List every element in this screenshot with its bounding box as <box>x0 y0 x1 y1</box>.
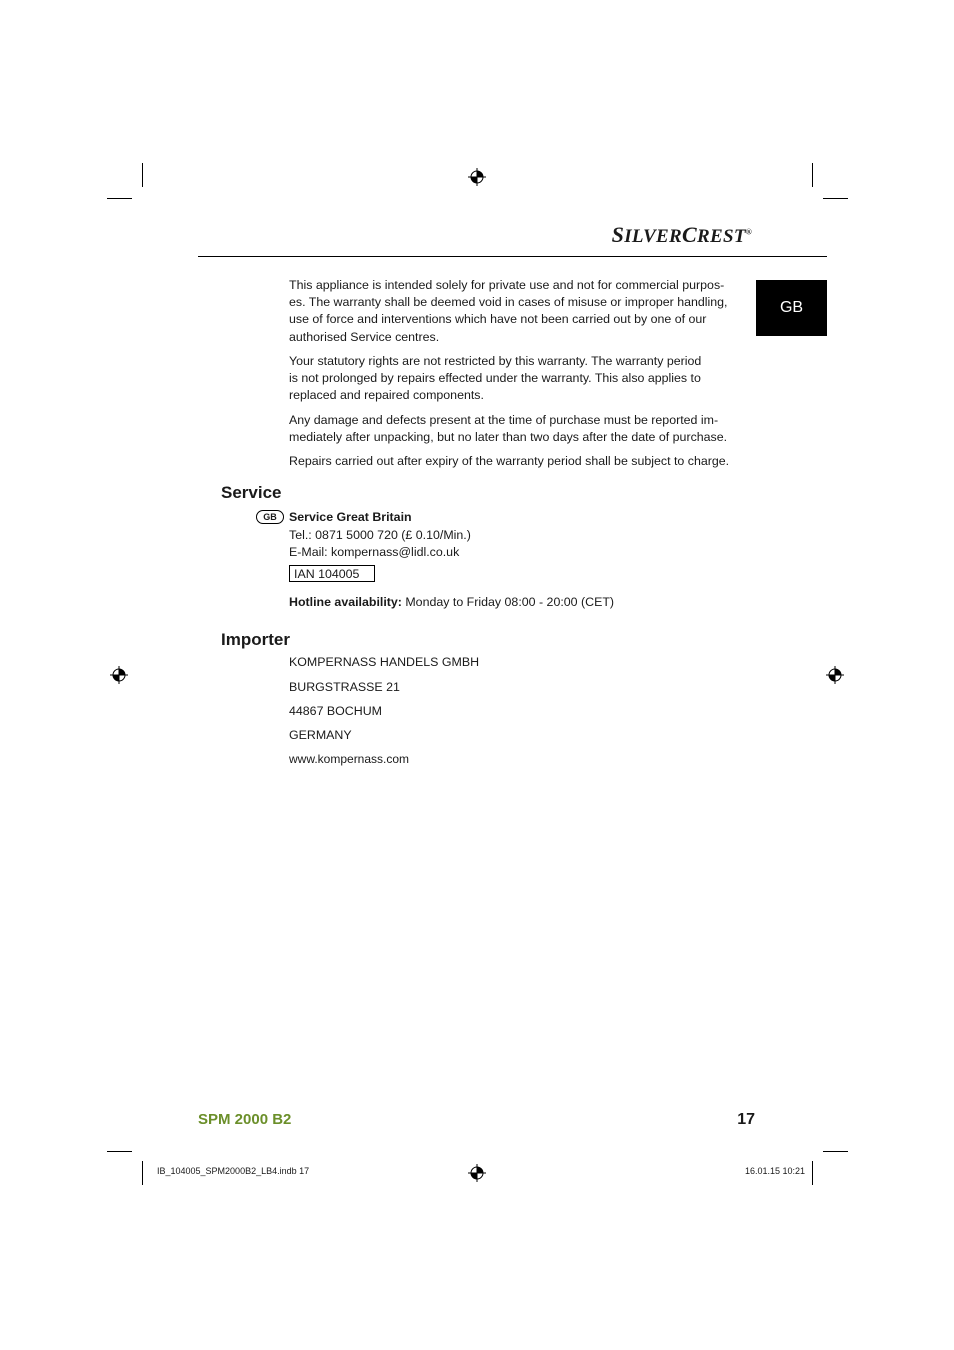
crop-mark <box>812 163 813 187</box>
country-badge: GB <box>256 510 284 524</box>
crop-mark <box>812 1161 813 1185</box>
registration-mark-icon <box>110 666 128 684</box>
warranty-paragraph: Your statutory rights are not restricted by this warranty. The warranty period is not prolonged by repairs effected under the warranty. This also applies to replaced and repaired components. <box>289 354 702 403</box>
crop-mark <box>142 163 143 187</box>
ian-box: IAN 104005 <box>289 565 375 582</box>
importer-website: www.kompernass.com <box>289 752 410 766</box>
warranty-paragraph: This appliance is intended solely for private use and not for commercial purpos- es. The warranty shall be deemed void in cases of misuse or improper handling, use of force and interventions which have not been carried out by one of our authorised Service centres. <box>289 278 728 344</box>
language-tab: GB <box>756 280 827 336</box>
print-slug-right: 16.01.15 10:21 <box>744 1166 805 1176</box>
crop-mark <box>107 1151 132 1152</box>
registration-mark-icon <box>468 1164 486 1182</box>
importer-city: 44867 BOCHUM <box>289 704 382 718</box>
model-number: SPM 2000 B2 <box>198 1111 292 1128</box>
importer-street: BURGSTRASSE 21 <box>289 680 400 694</box>
warranty-paragraph: Repairs carried out after expiry of the warranty period shall be subject to charge. <box>289 454 730 468</box>
hotline-availability <box>289 595 614 609</box>
brand-logo: SILVERCREST® <box>611 222 752 247</box>
service-name: Service Great Britain <box>289 510 412 524</box>
hotline-label: Hotline availability: <box>289 595 402 609</box>
crop-mark <box>142 1161 143 1185</box>
hotline-value: Monday to Friday 08:00 - 20:00 (CET) <box>401 595 615 609</box>
registration-mark-icon <box>826 666 844 684</box>
importer-heading: Importer <box>221 630 290 649</box>
crop-mark <box>107 198 132 199</box>
crop-mark <box>823 1151 848 1152</box>
service-tel: Tel.: 0871 5000 720 (£ 0.10/Min.) <box>289 528 471 542</box>
crop-mark <box>823 198 848 199</box>
header-rule <box>198 256 827 257</box>
warranty-paragraph: Any damage and defects present at the time of purchase must be reported im- mediately after unpacking, but no later than two days after the date of purchase. <box>289 413 728 445</box>
print-slug-left: IB_104005_SPM2000B2_LB4.indb 17 <box>157 1166 310 1176</box>
page-number: 17 <box>737 1111 755 1128</box>
registration-mark-icon <box>468 168 486 186</box>
service-heading: Service <box>221 483 282 502</box>
importer-country: GERMANY <box>289 728 352 742</box>
service-email: E-Mail: kompernass@lidl.co.uk <box>289 545 460 559</box>
importer-company: KOMPERNASS HANDELS GMBH <box>289 655 480 669</box>
